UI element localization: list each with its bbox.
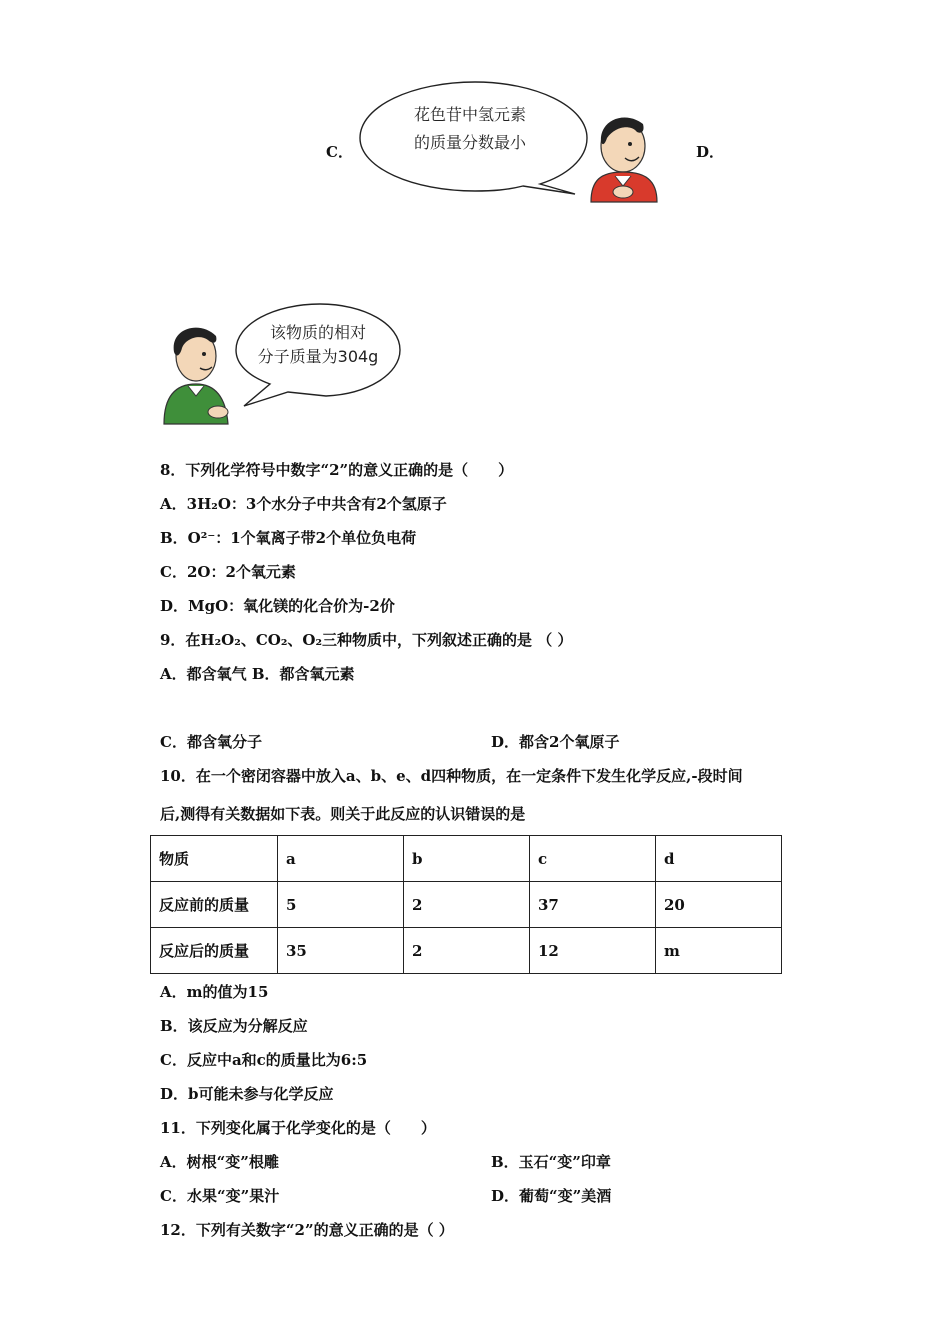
table-cell: b [404,836,530,882]
table-cell: 2 [404,928,530,974]
q8-option-a: A．3H₂O：3个水分子中共含有2个氢原子 [160,495,447,513]
q12-stem: 12．下列有关数字“2”的意义正确的是（ ） [160,1221,454,1239]
q9-stem: 9．在H₂O₂、CO₂、O₂三种物质中，下列叙述正确的是 （ ） [160,631,573,649]
bubble-bottom-line2: 分子质量为304g [257,347,379,366]
q10-option-a: A．m的值为15 [160,983,269,1001]
table-cell: m [656,928,782,974]
table-cell: 37 [530,882,656,928]
table-row [151,882,782,928]
table-cell: 反应前的质量 [151,882,278,928]
q10-data-table [150,835,782,974]
q10-option-d: D．b可能未参与化学反应 [160,1085,334,1103]
option-d-label: D． [696,143,725,161]
boy-illustration-left [160,322,238,426]
boy-illustration-right [585,110,665,205]
table-cell: 2 [404,882,530,928]
table-cell: a [278,836,404,882]
q9-option-c: C．都含氧分子 [160,733,262,751]
table-cell: 20 [656,882,782,928]
q10-option-c: C．反应中a和c的质量比为6:5 [160,1051,368,1069]
q10-stem-line1: 10．在一个密闭容器中放入a、b、e、d四种物质，在一定条件下发生化学反应,-段时间 [160,767,743,785]
q11-stem: 11．下列变化属于化学变化的是（ ） [160,1119,436,1137]
bubble-top-line1: 花色苷中氢元素 [413,105,526,124]
table-cell: 35 [278,928,404,974]
q8-stem: 8．下列化学符号中数字“2”的意义正确的是（ ） [160,461,514,479]
table-row [151,928,782,974]
q8-option-c: C．2O：2个氧元素 [160,563,296,581]
q11-option-d: D．葡萄“变”美酒 [491,1187,612,1205]
q10-stem-line2: 后,测得有关数据如下表。则关于此反应的认识错误的是 [160,805,526,823]
bubble-bottom-line1: 该物质的相对 [269,323,366,342]
option-c-label: C． [326,143,353,161]
q8-option-b: B．O²⁻：1个氧离子带2个单位负电荷 [160,529,417,547]
table-cell: 物质 [151,836,278,882]
q9-option-d: D．都含2个氧原子 [491,733,620,751]
bubble-top-line2: 的质量分数最小 [413,133,526,152]
table-cell: 反应后的质量 [151,928,278,974]
table-header-row [151,836,782,882]
q9-option-ab: A．都含氧气 B．都含氧元素 [160,665,355,683]
table-cell: 5 [278,882,404,928]
q11-option-b: B．玉石“变”印章 [491,1153,611,1171]
q11-option-a: A．树根“变”根雕 [160,1153,279,1171]
table-cell: 12 [530,928,656,974]
table-cell: d [656,836,782,882]
q10-option-b: B．该反应为分解反应 [160,1017,308,1035]
q11-option-c: C．水果“变”果汁 [160,1187,280,1205]
q8-option-d: D．MgO：氧化镁的化合价为-2价 [160,597,395,615]
table-cell: c [530,836,656,882]
